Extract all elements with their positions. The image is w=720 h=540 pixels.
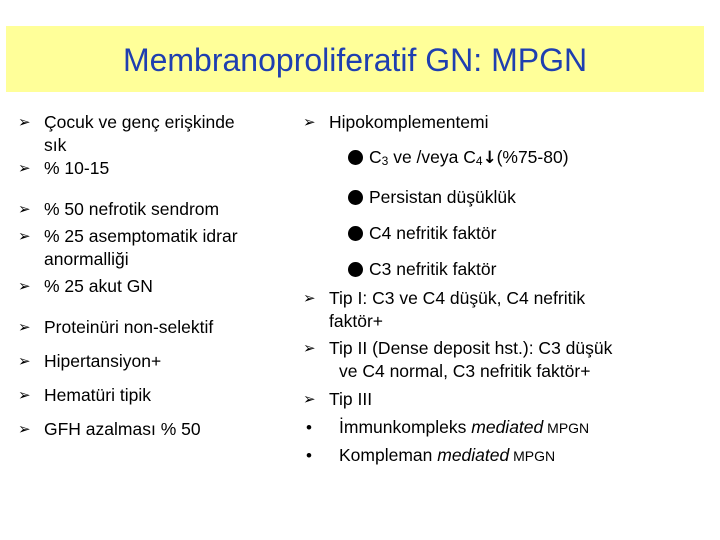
- down-arrow-icon: ↓: [482, 148, 497, 168]
- arrowhead-bullet-icon: ➢: [18, 386, 31, 404]
- list-item-tip1: [303, 287, 715, 333]
- item-text: Hipertansiyon+: [44, 351, 162, 371]
- item-text: Tip II (Dense deposit hst.): C3 düşük: [329, 338, 613, 358]
- round-bullet-icon: [348, 262, 363, 277]
- sub-item: [303, 146, 715, 173]
- arrowhead-bullet-icon: ➢: [18, 227, 31, 245]
- list-item: [18, 225, 318, 271]
- round-bullet-icon: [348, 150, 363, 165]
- list-item: [18, 275, 318, 298]
- sub-text: (%75-80): [496, 147, 569, 167]
- bullet-dot-icon: •: [306, 446, 312, 465]
- arrowhead-bullet-icon: ➢: [18, 113, 31, 131]
- slide-title: Membranoproliferatif GN: MPGN: [122, 42, 588, 78]
- right-column: [303, 111, 715, 468]
- round-bullet-icon: [348, 190, 363, 205]
- list-item: [18, 316, 318, 339]
- list-item-tip2: [303, 337, 715, 383]
- arrowhead-bullet-icon: ➢: [18, 352, 31, 370]
- arrowhead-bullet-icon: ➢: [18, 200, 31, 218]
- item-text-cont: sık: [44, 135, 67, 155]
- sub-text: C: [369, 147, 382, 167]
- item-text: Hipokomplementemi: [329, 112, 489, 132]
- list-item: [18, 157, 318, 180]
- item-text: GFH azalması % 50: [44, 419, 201, 439]
- bullet-tail: MPGN: [543, 420, 590, 436]
- arrowhead-bullet-icon: ➢: [18, 420, 31, 438]
- sub-text: C4 nefritik faktör: [369, 223, 497, 243]
- arrowhead-bullet-icon: ➢: [18, 159, 31, 177]
- bullet-item: [303, 444, 715, 468]
- list-item-hypokomplementemi: [303, 111, 715, 134]
- round-bullet-icon: [348, 226, 363, 241]
- list-item: [18, 384, 318, 407]
- item-text: % 50 nefrotik sendrom: [44, 199, 220, 219]
- item-text: Hematüri tipik: [44, 385, 151, 405]
- sub-item: [303, 186, 715, 209]
- item-text: % 25 akut GN: [44, 276, 153, 296]
- arrowhead-bullet-icon: ➢: [303, 113, 316, 131]
- item-text: Tip III: [329, 389, 373, 409]
- sub-item: [303, 222, 715, 245]
- item-text-cont: faktör+: [329, 311, 383, 331]
- subscript: 4: [475, 154, 483, 168]
- bullet-item: [303, 416, 715, 440]
- bullet-tail: MPGN: [509, 448, 556, 464]
- list-item: [18, 350, 318, 373]
- item-text: Proteinüri non-selektif: [44, 317, 214, 337]
- item-text: Tip I: C3 ve C4 düşük, C4 nefritik: [329, 288, 586, 308]
- list-item: [18, 198, 318, 221]
- bullet-italic: mediated: [471, 417, 544, 437]
- list-item-tip3: [303, 388, 715, 411]
- list-item: [18, 418, 318, 441]
- bullet-text: Kompleman: [339, 445, 438, 465]
- item-text: % 25 asemptomatik idrar: [44, 226, 238, 246]
- bullet-dot-icon: •: [306, 418, 312, 437]
- arrowhead-bullet-icon: ➢: [303, 289, 316, 307]
- arrowhead-bullet-icon: ➢: [18, 318, 31, 336]
- arrowhead-bullet-icon: ➢: [303, 339, 316, 357]
- item-text: Çocuk ve genç erişkinde: [44, 112, 235, 132]
- arrowhead-bullet-icon: ➢: [303, 390, 316, 408]
- left-column: [18, 111, 318, 441]
- sub-text: C3 nefritik faktör: [369, 259, 497, 279]
- sub-text: ve /veya C: [388, 147, 476, 167]
- item-text-cont: ve C4 normal, C3 nefritik faktör+: [339, 361, 591, 381]
- subscript: 3: [381, 154, 389, 168]
- item-text-cont: anormalliği: [44, 249, 129, 269]
- item-text: % 10-15: [44, 158, 110, 178]
- sub-text: Persistan düşüklük: [369, 187, 516, 207]
- arrowhead-bullet-icon: ➢: [18, 277, 31, 295]
- bullet-text: İmmunkompleks: [339, 417, 472, 437]
- bullet-italic: mediated: [437, 445, 510, 465]
- list-item: [18, 111, 318, 157]
- sub-item: [303, 258, 715, 281]
